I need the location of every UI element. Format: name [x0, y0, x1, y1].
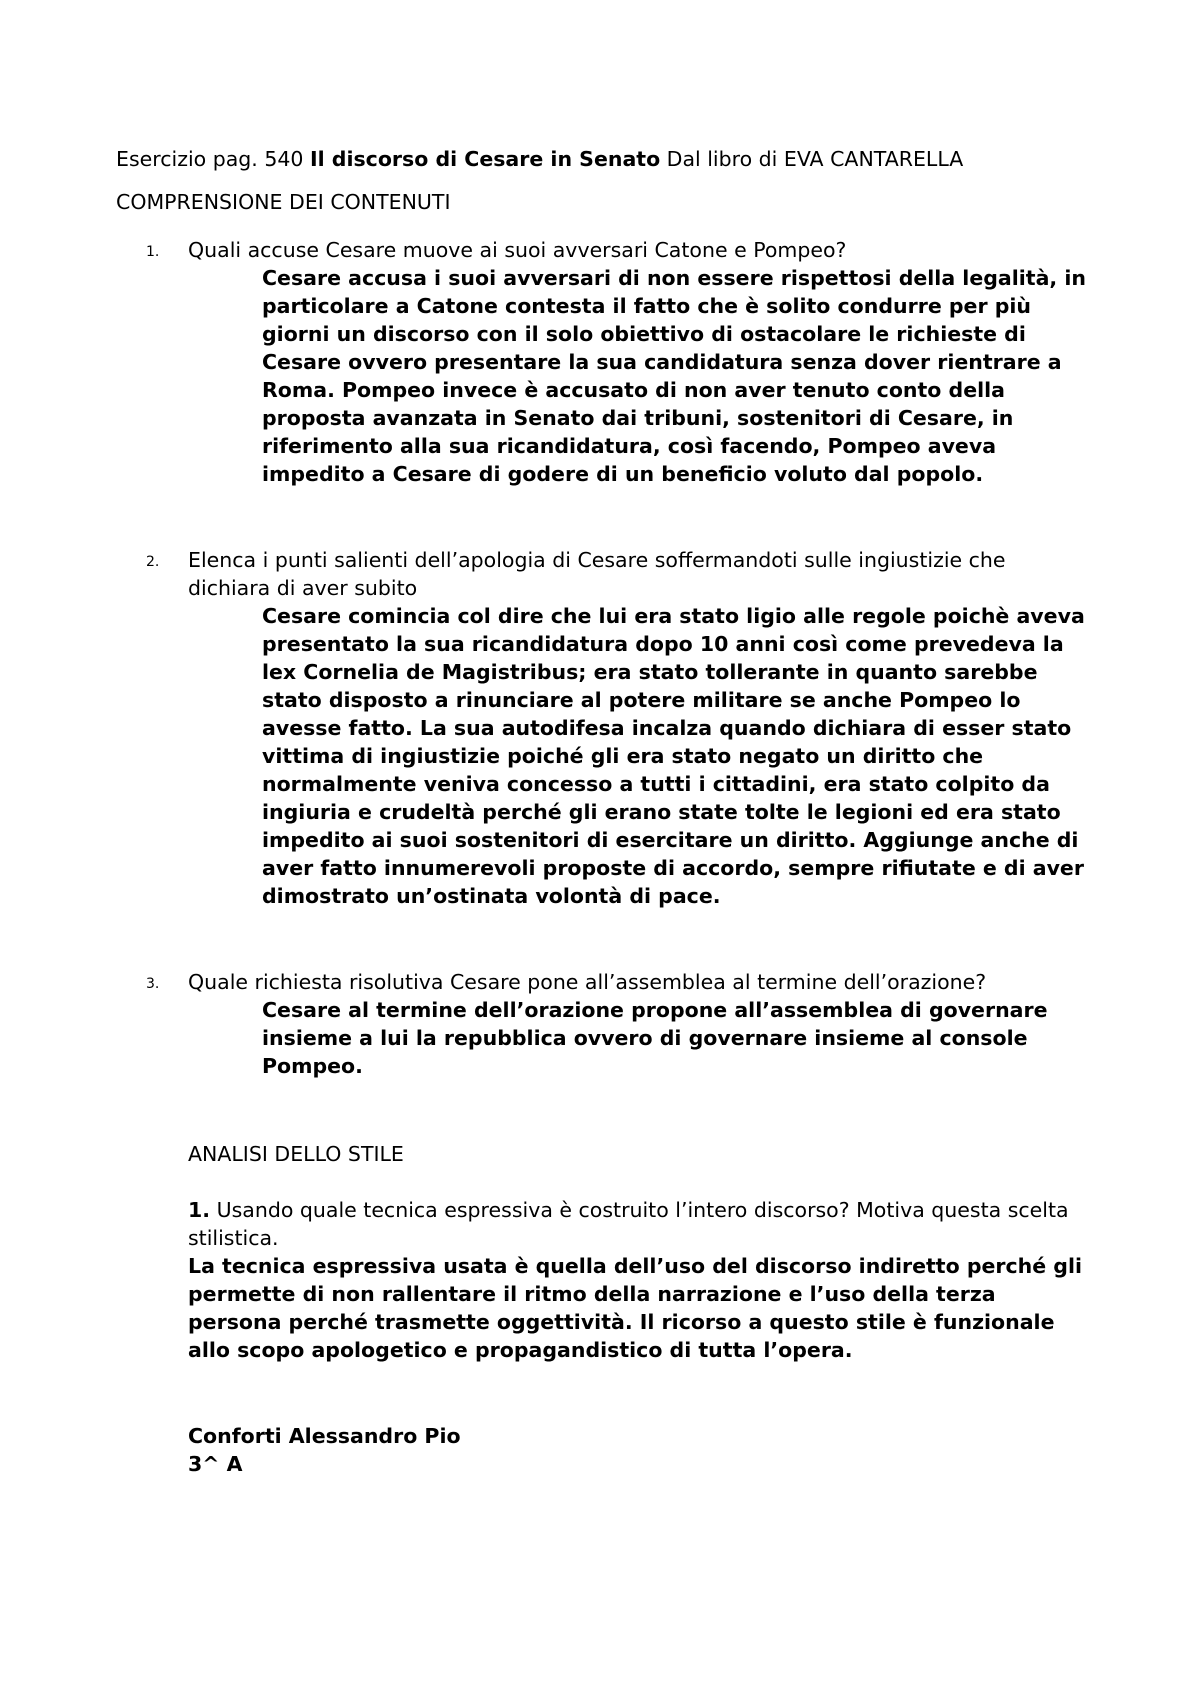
title-prefix: Esercizio pag. 540 — [116, 147, 310, 171]
section-heading-style: ANALISI DELLO STILE — [188, 1142, 404, 1166]
question-number: 3. — [146, 976, 160, 992]
answer-2: Cesare comincia col dire che lui era stato ligio alle regole poichè aveva presentato la sua ricandidatura dopo 10 anni così come prevedeva la lex Cornelia de Magistribus; era stato tollerante in quanto sarebbe stato disposto a rinunciare al potere militare se anche Pompeo lo avesse fatto. La sua autodifesa incalza quando dichiara di esser stato vittima di ingiustizie poiché gli era stato negato un diritto che normalmente veniva concesso a tutti i cittadini, era stato colpito da ingiuria e crudeltà perché gli erano state tolte le legioni ed era stato impedito ai suoi sostenitori di esercitare un diritto. Aggiunge anche di aver fatto innumerevoli proposte di accordo, sempre rifiutate e di aver dimostrato un’ostinata volontà di pace. — [262, 604, 1085, 908]
style-question-number: 1. — [188, 1198, 211, 1222]
answer-1: Cesare accusa i suoi avversari di non essere rispettosi della legalità, in particolare a Catone contesta il fatto che è solito condurre per più giorni un discorso con il solo obiettivo di ostacolare le richieste di Cesare ovvero presentare la sua candidatura senza dover rientrare a Roma. Pompeo invece è accusato di non aver tenuto conto della proposta avanzata in Senato dai tribuni, sostenitori di Cesare, in riferimento alla sua ricandidatura, così facendo, Pompeo aveva impedito a Cesare di godere di un beneficio voluto dal popolo. — [262, 266, 1086, 486]
question-1 — [146, 236, 1092, 264]
author-name: Conforti Alessandro Pio — [188, 1424, 461, 1448]
section-heading-comprehension: COMPRENSIONE DEI CONTENUTI — [116, 190, 451, 214]
document-title — [116, 145, 963, 173]
question-number: 1. — [146, 244, 160, 260]
author-class: 3^ A — [188, 1452, 243, 1476]
title-suffix: Dal libro di EVA CANTARELLA — [660, 147, 964, 171]
style-question-text: Usando quale tecnica espressiva è costruito l’intero discorso? Motiva questa scelta stilistica. — [188, 1198, 1069, 1250]
question-text: Quali accuse Cesare muove ai suoi avversari Catone e Pompeo? — [188, 238, 847, 262]
question-number: 2. — [146, 554, 160, 570]
signature — [188, 1422, 461, 1478]
question-3 — [146, 968, 1092, 996]
question-2 — [146, 546, 1092, 602]
style-question — [188, 1196, 1088, 1252]
style-answer: La tecnica espressiva usata è quella dell’uso del discorso indiretto perché gli permette di non rallentare il ritmo della narrazione e l’uso della terza persona perché trasmette oggettività. Il ricorso a questo stile è funzionale allo scopo apologetico e propagandistico di tutta l’opera. — [188, 1254, 1083, 1362]
answer-3: Cesare al termine dell’orazione propone all’assemblea di governare insieme a lui la repubblica ovvero di governare insieme al console Pompeo. — [262, 998, 1048, 1078]
question-text: Elenca i punti salienti dell’apologia di Cesare soffermandoti sulle ingiustizie che dichiara di aver subito — [188, 548, 1006, 600]
title-bold: Il discorso di Cesare in Senato — [309, 147, 661, 171]
question-text: Quale richiesta risolutiva Cesare pone all’assemblea al termine dell’orazione? — [188, 970, 987, 994]
